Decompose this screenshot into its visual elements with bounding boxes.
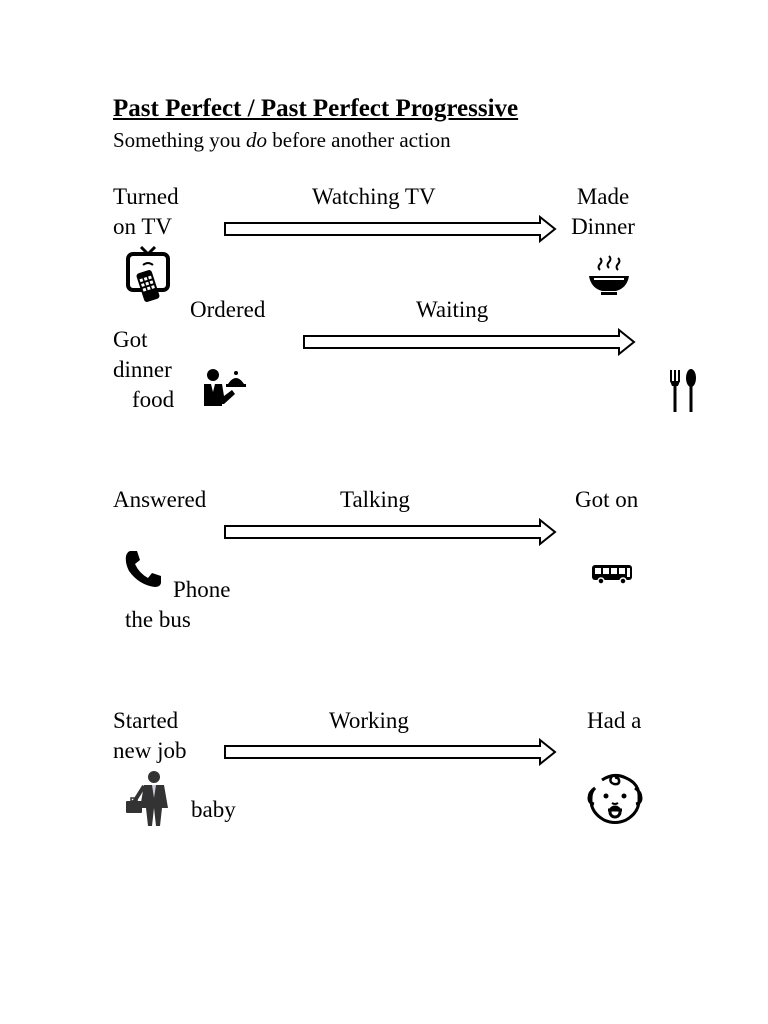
- row2-top-label: Ordered: [190, 297, 266, 322]
- row2-middle-label: Waiting: [416, 297, 489, 322]
- waiter-icon: [202, 366, 248, 408]
- row1-middle-label: Watching TV: [312, 184, 436, 209]
- row2-arrow: [303, 328, 637, 356]
- page-title: Past Perfect / Past Perfect Progressive: [113, 95, 519, 122]
- tv-remote-icon: [123, 245, 173, 307]
- row4-arrow: [224, 738, 558, 766]
- food-bowl-icon: [586, 254, 632, 296]
- businessman-icon: [124, 768, 182, 828]
- row3-extra-label-2: the bus: [125, 607, 191, 632]
- row4-middle-label: Working: [329, 708, 409, 733]
- row1-arrow: [224, 215, 558, 243]
- page-subtitle: Something you do before another action: [113, 128, 451, 152]
- row4-end-label: Had a: [587, 708, 642, 733]
- row1-start-label: Turned on TV: [113, 184, 179, 239]
- row3-extra-label-1: Phone: [173, 577, 231, 602]
- row3-start-label: Answered: [113, 487, 207, 512]
- row3-end-label: Got on: [575, 487, 639, 512]
- row3-middle-label: Talking: [340, 487, 410, 512]
- row1-end-label: Made Dinner: [571, 184, 635, 239]
- row4-start-label: Started new job: [113, 708, 187, 763]
- row2-start-label: Got dinner food: [113, 327, 175, 412]
- row4-extra-label: baby: [191, 797, 236, 822]
- fork-spoon-icon: [667, 368, 699, 414]
- baby-face-icon: [586, 770, 644, 826]
- phone-icon: [124, 549, 164, 589]
- bus-icon: [591, 563, 633, 585]
- row3-arrow: [224, 518, 558, 546]
